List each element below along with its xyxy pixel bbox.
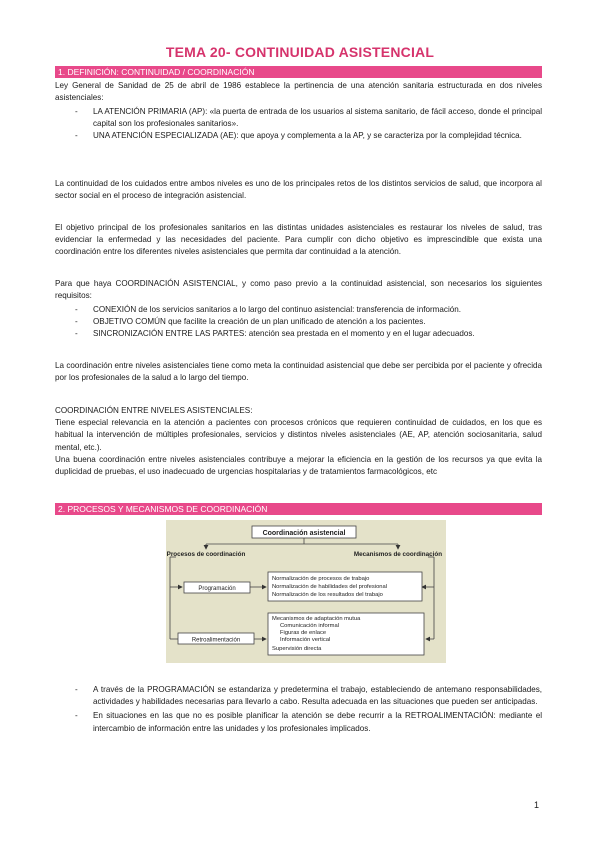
- coordination-diagram: [166, 520, 446, 663]
- intro-text: Ley General de Sanidad de 25 de abril de 1986 establece la pertinencia de una atención sanitaria estructurada en dos niveles asistenciales:: [55, 81, 542, 103]
- adapt-item-2: Comunicación informal: [280, 623, 339, 629]
- level-ae-label: UNA ATENCIÓN ESPECIALIZADA (AE): [93, 131, 237, 141]
- bullet-1-pre: A través de la: [93, 685, 148, 694]
- req-objetivo-label: OBJETIVO COMÚN: [93, 317, 166, 327]
- intro-paragraph: [55, 80, 542, 104]
- req-sincro-label: SINCRONIZACIÓN ENTRE LAS PARTES: [93, 329, 245, 339]
- continuidad-paragraph: [55, 178, 542, 202]
- requisitos-text: [55, 278, 542, 302]
- requisitos-list: [75, 304, 542, 341]
- bullet-2-pre: En situaciones en las que no es posible planificar la atención se debe recurrir a la: [93, 711, 406, 721]
- level-ae-text: : que apoya y complementa a la AP, y se caracteriza por la complejidad técnica.: [236, 131, 522, 141]
- req-conexion-text: de los servicios sanitarios a lo largo del continuo asistencial: transferencia de información.: [136, 305, 462, 314]
- diagram-left-head: Procesos de coordinación: [166, 551, 246, 558]
- norm-item-1: Normalización de procesos de trabajo: [272, 576, 370, 582]
- levels-list: [75, 106, 542, 143]
- list-item: - UNA ATENCIÓN ESPECIALIZADA (AE): que apoya y complementa a la AP, y se caracteriza por la complejidad técnica.: [75, 131, 522, 141]
- bullet-1-bold: PROGRAMACIÓN: [147, 685, 215, 694]
- programacion-label: Programación: [198, 586, 236, 592]
- norm-item-2: Normalización de habilidades del profesional: [272, 584, 388, 590]
- requisitos-post: , y como paso previo a la continuidad asistencial, son necesarios los siguientes requisitos:: [55, 279, 543, 301]
- bullet-2-post: : mediante el intercambio de información entre las unidades y los profesionales implicados.: [93, 711, 543, 733]
- list-item: - A través de la PROGRAMACIÓN se estandariza y predetermina el trabajo, estableciendo de antemano responsabilidades, actividades y habilidades necesarias para llevarlo a cabo. Resulta adecuada en las situaciones que pueden ser anticipadas.: [75, 685, 543, 707]
- req-sincro-text: : atención sea prestada en el momento y en el lugar adecuados.: [244, 329, 475, 339]
- objetivo-text: El objetivo principal de los profesionales sanitarios en las distintas unidades asistenciales es restaurar los niveles de salud, tras evidenciar la enfermedad y las necesidades del paciente. Para cumplir con dicho objetivo es imprescindible que exista una coordinación entre los diferentes niveles asistenciales que permita dar continuidad a la atención.: [55, 223, 542, 257]
- coordinacion-text-2: Una buena coordinación entre niveles asistenciales contribuye a mejorar la eficiencia en la gestión de los recursos ya que evita la duplicidad de pruebas, el uso inadecuado de urgencias hospitalarias y de tratamientos farmacológicos, etc: [55, 454, 542, 477]
- list-item: - LA ATENCIÓN PRIMARIA (AP): «la puerta de entrada de los usuarios al sistema sanitario, de fácil acceso, donde el principal capital son los profesionales sanitarios».: [75, 107, 542, 129]
- coordinacion-block: [55, 405, 542, 478]
- coordinacion-text-1: Tiene especial relevancia en la atención a pacientes con procesos crónicos que requieren continuidad de cuidados, en los que es habitual la intervención de múltiples profesionales, servicios y distintos niveles asistenciales (AE, AP, atención sociosanitaria, salud mental, etc.).: [55, 418, 542, 452]
- list-item: - CONEXIÓN de los servicios sanitarios a lo largo del continuo asistencial: transferencia de información.: [75, 305, 462, 314]
- level-ap-label: LA ATENCIÓN PRIMARIA (AP): [93, 107, 206, 116]
- req-objetivo-text: que facilite la creación de un plan unificado de atención a los pacientes.: [165, 317, 426, 327]
- adapt-item-4: Información vertical: [280, 637, 331, 643]
- requisitos-pre: Para que haya: [55, 279, 116, 288]
- norm-item-3: Normalización de los resultados del trabajo: [272, 592, 383, 598]
- req-conexion-label: CONEXIÓN: [93, 305, 137, 314]
- list-item: - SINCRONIZACIÓN ENTRE LAS PARTES: atención sea prestada en el momento y en el lugar adecuados.: [75, 329, 475, 339]
- requisitos-bold: COORDINACIÓN ASISTENCIAL: [115, 279, 236, 288]
- diagram-svg: [166, 520, 446, 663]
- list-item: - OBJETIVO COMÚN que facilite la creación de un plan unificado de atención a los pacientes.: [75, 317, 426, 327]
- level-ap-text: : «la puerta de entrada de los usuarios al sistema sanitario, de fácil acceso, donde el principal capital son los profesionales sanitarios».: [93, 107, 542, 129]
- page-title: TEMA 20- CONTINUIDAD ASISTENCIAL: [165, 44, 435, 60]
- requisitos-paragraph: [55, 278, 542, 302]
- continuidad-text: La continuidad de los cuidados entre ambos niveles es uno de los principales retos de los distintos servicios de salud, que incorpora al sector social en el proceso de integración asistencial.: [55, 179, 542, 201]
- diagram-top-label: Coordinación asistencial: [262, 530, 346, 537]
- meta-text: La coordinación entre niveles asistenciales tiene como meta la continuidad asistencial que debe ser percibida por el paciente y ofrecida por los profesionales de la salud a lo largo del tiempo.: [55, 361, 542, 383]
- list-item: - En situaciones en las que no es posible planificar la atención se debe recurrir a la RETROALIMENTACIÓN: mediante el intercambio de información entre las unidades y los profesionales implicados.: [75, 711, 543, 733]
- diagram-right-head: Mecanismos de coordinación: [353, 551, 443, 558]
- adapt-item-1: Mecanismos de adaptación mutua: [272, 616, 361, 622]
- retroalimentacion-label: Retroalimentación: [191, 637, 241, 644]
- bullet-1-post: se estandariza y predetermina el trabajo, estableciendo de antemano responsabilidades, actividades y habilidades necesarias para llevarlo a cabo. Resulta adecuada en las situaciones que pueden ser anticipadas.: [93, 685, 543, 707]
- adapt-item-5: Supervisión directa: [272, 646, 322, 652]
- bullet-2-bold: RETROALIMENTACIÓN: [405, 711, 494, 721]
- coordinacion-heading: COORDINACIÓN ENTRE NIVELES ASISTENCIALES:: [55, 406, 253, 415]
- adapt-item-3: Figuras de enlace: [280, 630, 327, 636]
- page-number: 1: [534, 800, 540, 810]
- section-1-heading: 1. DEFINICIÓN: CONTINUIDAD / COORDINACIÓN: [55, 66, 542, 78]
- meta-paragraph: [55, 360, 542, 384]
- section-2-list: [75, 684, 542, 735]
- objetivo-paragraph: [55, 222, 542, 259]
- section-2-heading: 2. PROCESOS Y MECANISMOS DE COORDINACIÓN: [55, 503, 542, 515]
